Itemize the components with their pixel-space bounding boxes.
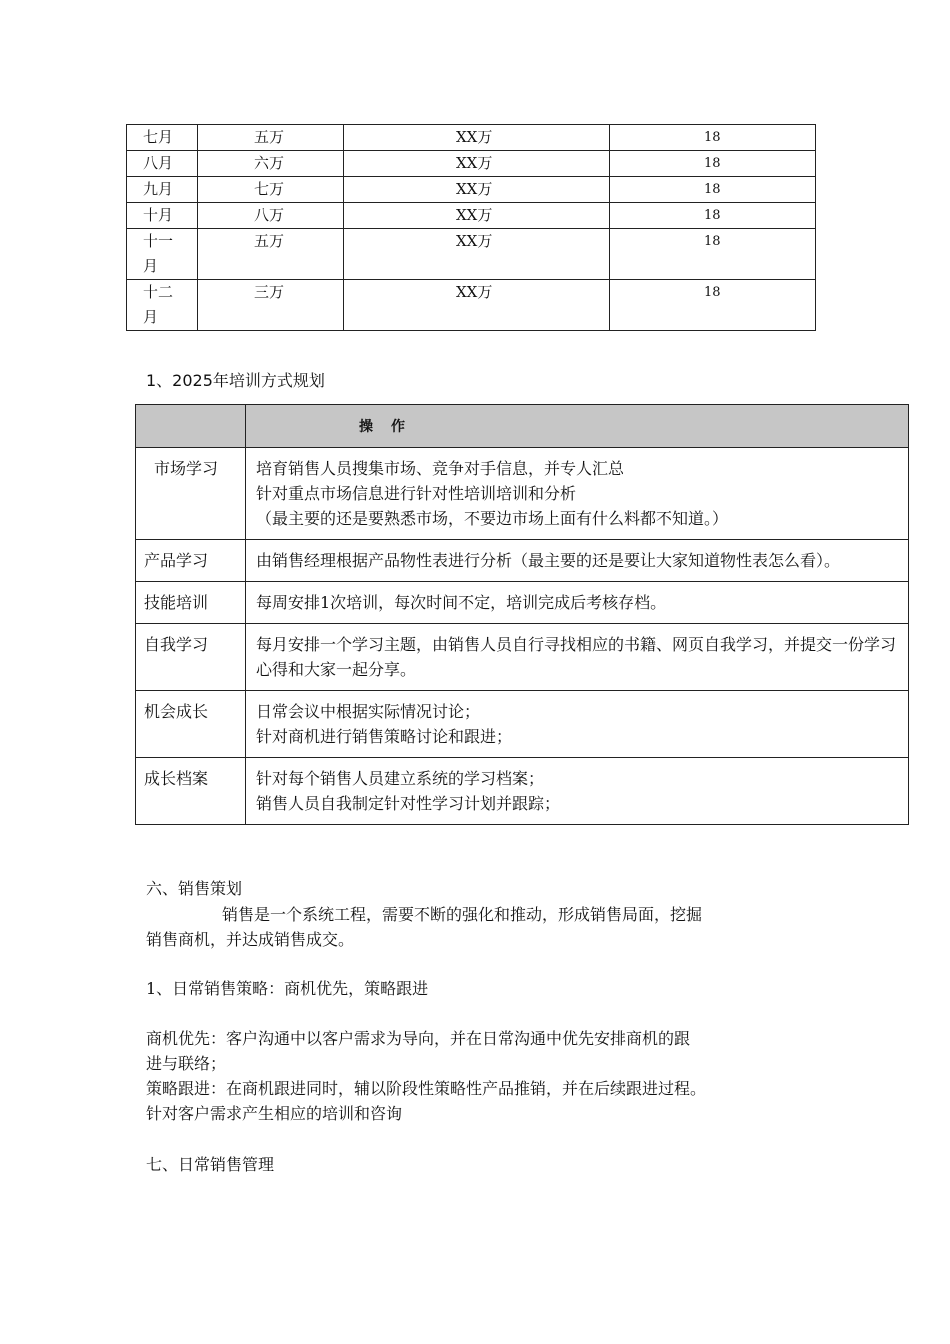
target-cell: 五万 <box>198 125 344 151</box>
count-cell: 18 <box>610 229 816 280</box>
category-cell: 产品学习 <box>136 540 246 582</box>
category-cell: 市场学习 <box>136 448 246 540</box>
count-cell: 18 <box>610 177 816 203</box>
target-cell: 八万 <box>198 203 344 229</box>
table-row <box>136 758 909 825</box>
strategy-p2-line1: 策略跟进：在商机跟进同时，辅以阶段性策略性产品推销，并在后续跟进过程。 <box>146 1079 707 1098</box>
table-row <box>127 177 816 203</box>
month-cell: 七月 <box>127 125 198 151</box>
table-row <box>127 229 816 280</box>
sales-plan-title: 六、销售策划 <box>146 879 243 898</box>
month-cell: 十一 月 <box>127 229 198 280</box>
target-cell: 六万 <box>198 151 344 177</box>
table-row <box>127 125 816 151</box>
description-cell <box>246 540 909 582</box>
description-line: 针对重点市场信息进行针对性培训培训和分析 <box>256 484 577 503</box>
sales-plan-intro-line1: 销售是一个系统工程，需要不断的强化和推动，形成销售局面，挖掘 <box>222 905 703 924</box>
month-cell: 十月 <box>127 203 198 229</box>
training-plan-table <box>135 404 909 825</box>
description-line: 由销售经理根据产品物性表进行分析（最主要的还是要让大家知道物性表怎么看）。 <box>256 551 841 570</box>
category-cell: 自我学习 <box>136 624 246 691</box>
count-cell: 18 <box>610 151 816 177</box>
description-line: 每月安排一个学习主题，由销售人员自行寻找相应的书籍、网页自我学习，并提交一份学习心得和大家一起分享。 <box>256 635 897 679</box>
actual-cell: XX万 <box>344 203 610 229</box>
description-line: 销售人员自我制定针对性学习计划并跟踪； <box>256 794 561 813</box>
table-row <box>127 280 816 331</box>
actual-cell: XX万 <box>344 125 610 151</box>
description-cell <box>246 758 909 825</box>
category-cell: 技能培训 <box>136 582 246 624</box>
actual-cell: XX万 <box>344 151 610 177</box>
description-cell <box>246 624 909 691</box>
target-cell: 七万 <box>198 177 344 203</box>
count-cell: 18 <box>610 125 816 151</box>
strategy-p2-line2: 针对客户需求产生相应的培训和咨询 <box>146 1104 403 1123</box>
count-cell: 18 <box>610 280 816 331</box>
table-row <box>136 540 909 582</box>
operation-header: 操 作 <box>246 405 909 448</box>
header-empty-cell <box>136 405 246 448</box>
training-heading: 1、2025年培训方式规划 <box>146 371 325 390</box>
table-row <box>127 151 816 177</box>
description-line: 日常会议中根据实际情况讨论； <box>256 702 481 721</box>
description-cell <box>246 582 909 624</box>
table-row <box>136 691 909 758</box>
daily-management-title: 七、日常销售管理 <box>146 1155 275 1174</box>
strategy-title: 1、日常销售策略：商机优先，策略跟进 <box>146 979 429 998</box>
description-line: （最主要的还是要熟悉市场，不要边市场上面有什么料都不知道。） <box>256 509 729 528</box>
actual-cell: XX万 <box>344 177 610 203</box>
table-row <box>136 624 909 691</box>
table-row <box>127 203 816 229</box>
monthly-target-table <box>126 124 816 331</box>
target-cell: 三万 <box>198 280 344 331</box>
table-row <box>136 582 909 624</box>
table-row <box>136 448 909 540</box>
actual-cell: XX万 <box>344 229 610 280</box>
description-line: 针对每个销售人员建立系统的学习档案； <box>256 769 545 788</box>
strategy-p1-line2: 进与联络； <box>146 1054 227 1073</box>
description-line: 每周安排1次培训，每次时间不定，培训完成后考核存档。 <box>256 593 667 612</box>
category-cell: 机会成长 <box>136 691 246 758</box>
month-cell: 九月 <box>127 177 198 203</box>
description-cell <box>246 448 909 540</box>
count-cell: 18 <box>610 203 816 229</box>
description-cell <box>246 691 909 758</box>
actual-cell: XX万 <box>344 280 610 331</box>
target-cell: 五万 <box>198 229 344 280</box>
description-line: 培育销售人员搜集市场、竞争对手信息，并专人汇总 <box>256 459 625 478</box>
category-cell: 成长档案 <box>136 758 246 825</box>
month-cell: 八月 <box>127 151 198 177</box>
month-cell: 十二 月 <box>127 280 198 331</box>
sales-plan-intro-line2: 销售商机，并达成销售成交。 <box>146 930 355 949</box>
table-header-row <box>136 405 909 448</box>
description-line: 针对商机进行销售策略讨论和跟进； <box>256 727 513 746</box>
strategy-p1-line1: 商机优先：客户沟通中以客户需求为导向，并在日常沟通中优先安排商机的跟 <box>146 1029 691 1048</box>
